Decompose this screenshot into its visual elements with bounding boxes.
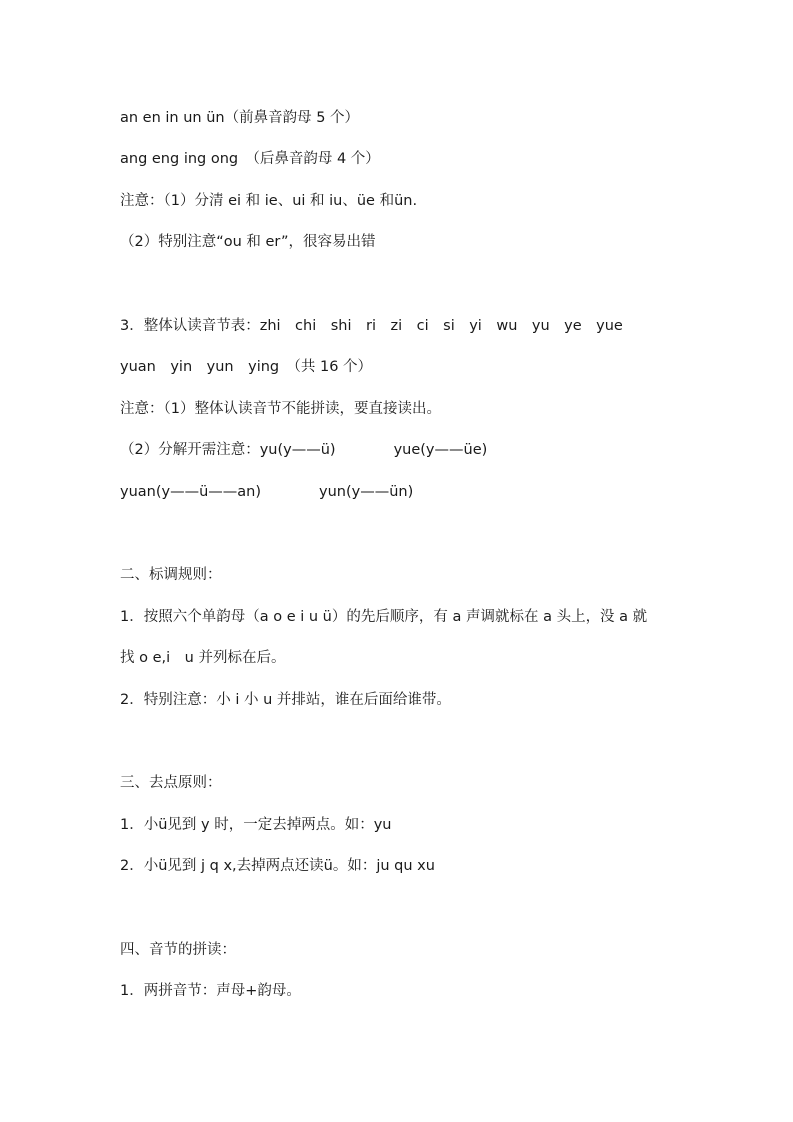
text-line: 2．特别注意：小 i 小 u 并排站，谁在后面给谁带。 [120, 692, 451, 708]
text-line: an en in un ün（前鼻音韵母 5 个） [120, 110, 360, 126]
text-line: （2）特别注意“ou 和 er”，很容易出错 [120, 234, 376, 250]
section-heading: 三、去点原则： [120, 775, 222, 791]
text-line: 3．整体认读音节表：zhi chi shi ri zi ci si yi wu yu ye yue [120, 318, 623, 334]
text-line: 2．小ü见到 j q x,去掉两点还读ü。如：ju qu xu [120, 858, 435, 874]
text-line: yuan(y——ü——an) yun(y——ün) [120, 484, 414, 500]
text-line: 找 o e,i u 并列标在后。 [120, 650, 286, 666]
text-line: ang eng ing ong （后鼻音韵母 4 个） [120, 151, 380, 167]
section-heading: 二、标调规则： [120, 567, 222, 583]
text-line: 1．按照六个单韵母（a o e i u ü）的先后顺序，有 a 声调就标在 a 头上，没 a 就 [120, 609, 648, 625]
section-heading: 四、音节的拼读： [120, 942, 236, 958]
text-line: yuan yin yun ying （共 16 个） [120, 359, 373, 375]
text-line: 注意：（1）分清 ei 和 ie、ui 和 iu、üe 和ün. [120, 193, 418, 209]
text-line: 注意：（1）整体认读音节不能拼读，要直接读出。 [120, 401, 441, 417]
text-line: 1．两拼音节：声母+韵母。 [120, 983, 301, 999]
text-line: 1．小ü见到 y 时，一定去掉两点。如：yu [120, 817, 392, 833]
text-line: （2）分解开需注意：yu(y——ü) yue(y——üe) [120, 442, 488, 458]
